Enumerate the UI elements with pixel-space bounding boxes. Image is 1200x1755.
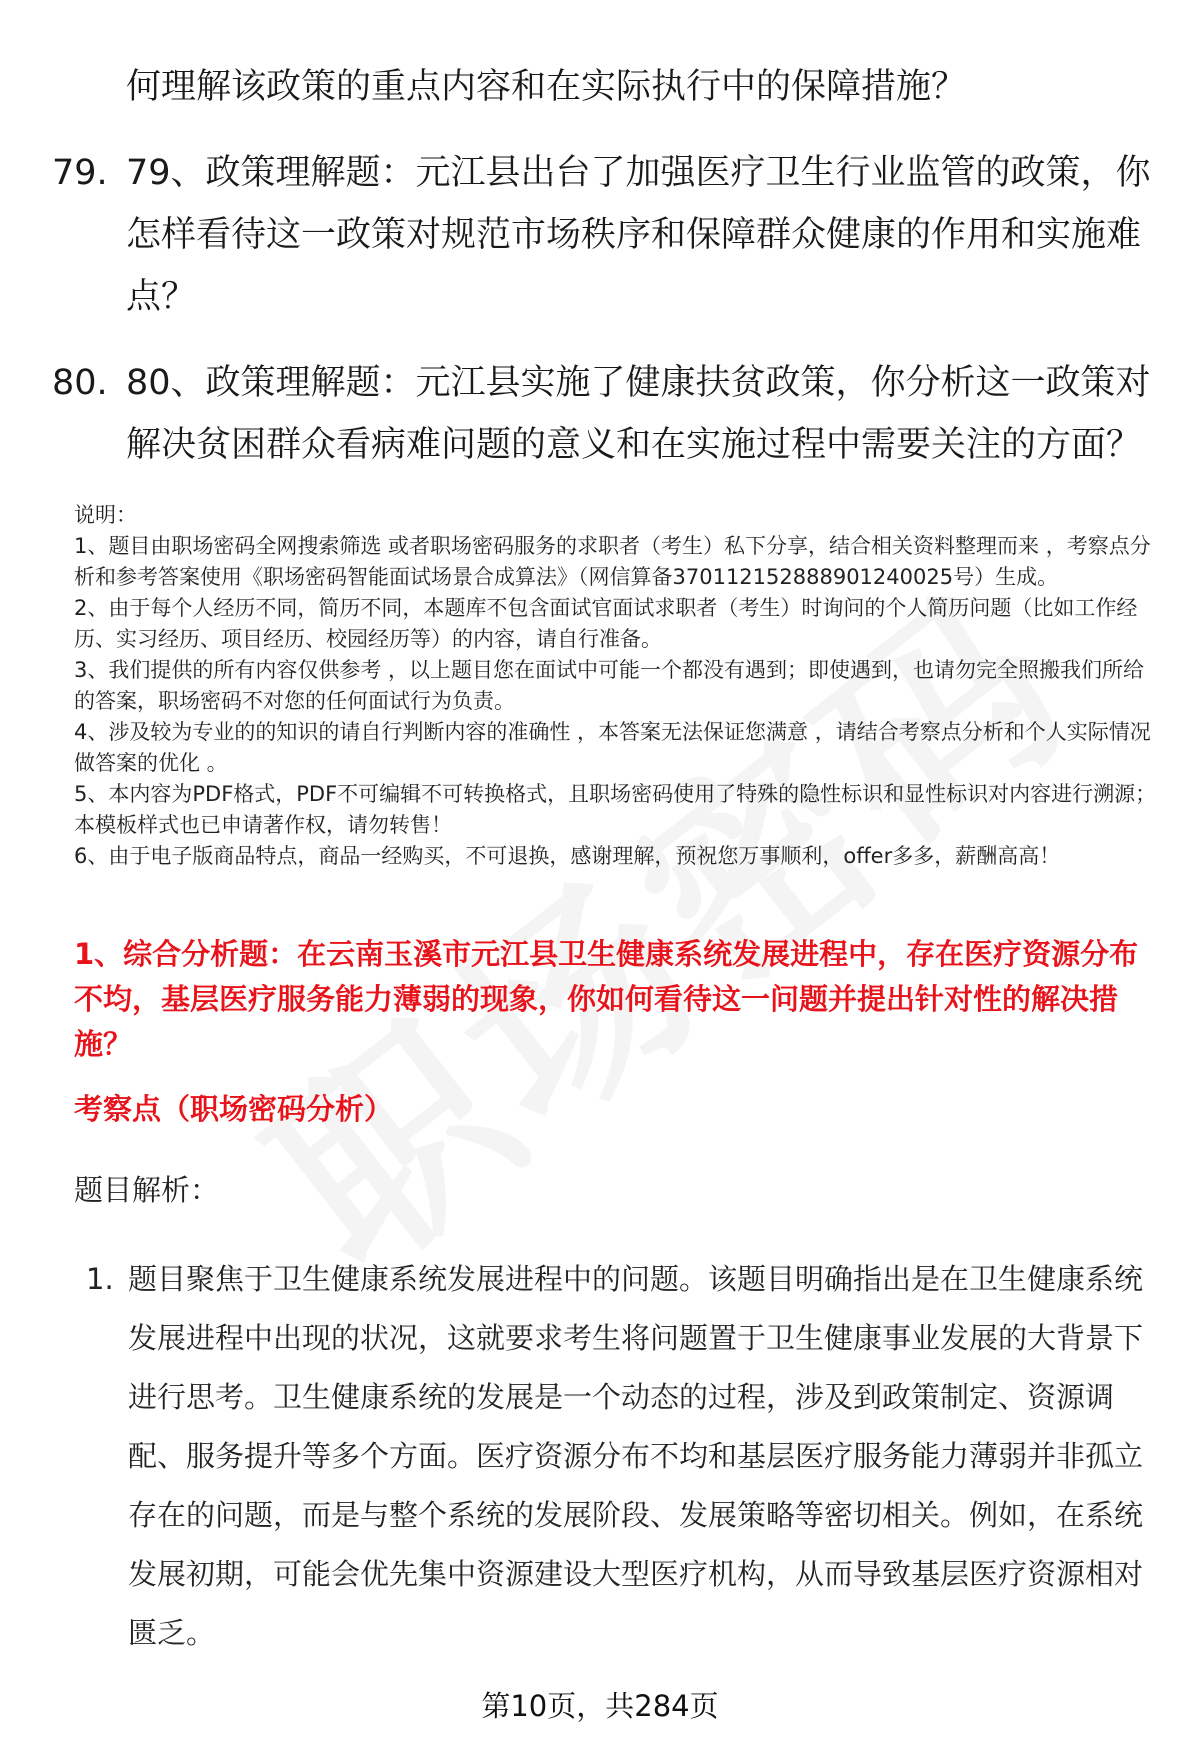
notes-title: 说明： [74, 503, 137, 527]
note-item: 4、涉及较为专业的的知识的请自行判断内容的准确性 ，本答案无法保证您满意 ，请结合考察点分析和个人实际情况做答案的优化 。 [74, 720, 1151, 775]
page-footer: 第10页，共284页 [481, 1689, 719, 1723]
question-text: 80、政策理解题：元江县实施了健康扶贫政策，你分析这一政策对解决贫困群众看病难问题的意义和在实施过程中需要关注的方面？ [126, 363, 1151, 465]
note-item: 2、由于每个人经历不同，简历不同，本题库不包含面试官面试求职者（考生）时询问的个人简历问题（比如工作经历、实习经历、项目经历、校园经历等）的内容，请自行准备。 [74, 596, 1138, 651]
analysis-text: 题目聚焦于卫生健康系统发展进程中的问题。该题目明确指出是在卫生健康系统发展进程中出现的状况，这就要求考生将问题置于卫生健康事业发展的大背景下进行思考。卫生健康系统的发展是一个动态的过程，涉及到政策制定、资源调配、服务提升等多个方面。医疗资源分布不均和基层医疗服务能力薄弱并非孤立存在的问题，而是与整个系统的发展阶段、发展策略等密切相关。例如，在系统发展初期，可能会优先集中资源建设大型医疗机构，从而导致基层医疗资源相对匮乏。 [128, 1262, 1144, 1650]
question-list [52, 56, 1162, 500]
analysis-list [86, 1250, 1166, 1663]
question-continuation: 何理解该政策的重点内容和在实际执行中的保障措施？ [126, 67, 967, 107]
analysis-number: 1. [86, 1262, 114, 1296]
note-item: 6、由于电子版商品特点，商品一经购买，不可退换，感谢理解，预祝您万事顺利，offer多多，薪酬高高！ [74, 844, 1061, 868]
note-item: 5、本内容为PDF格式，PDF不可编辑不可转换格式，且职场密码使用了特殊的隐性标识和显性标识对内容进行溯源；本模板样式也已申请著作权，请勿转售！ [74, 782, 1157, 837]
note-item: 1、题目由职场密码全网搜索筛选 或者职场密码服务的求职者（考生）私下分享，结合相关资料整理而来 ，考察点分析和参考答案使用《职场密码智能面试场景合成算法》（网信算备370112152888901240025号）生成。 [74, 534, 1151, 589]
jiexi-heading: 题目解析： [74, 1173, 220, 1207]
question-item-80 [52, 352, 1162, 476]
question-item-79 [52, 142, 1162, 328]
question-text: 79、政策理解题：元江县出台了加强医疗卫生行业监管的政策，你怎样看待这一政策对规范市场秩序和保障群众健康的作用和实施难点？ [126, 153, 1151, 317]
question-number: 79. [52, 153, 108, 193]
kaocha-heading: 考察点（职场密码分析） [74, 1092, 394, 1126]
analysis-item [86, 1250, 1166, 1663]
question-number: 80. [52, 363, 108, 403]
note-item: 3、我们提供的所有内容仅供参考 ，以上题目您在面试中可能一个都没有遇到；即使遇到，也请勿完全照搬我们所给的答案，职场密码不对您的任何面试行为负责。 [74, 658, 1145, 713]
section-question-title: 1、综合分析题：在云南玉溪市元江县卫生健康系统发展进程中，存在医疗资源分布不均，基层医疗服务能力薄弱的现象，你如何看待这一问题并提出针对性的解决措施？ [74, 937, 1139, 1061]
notes-block [74, 500, 1164, 872]
